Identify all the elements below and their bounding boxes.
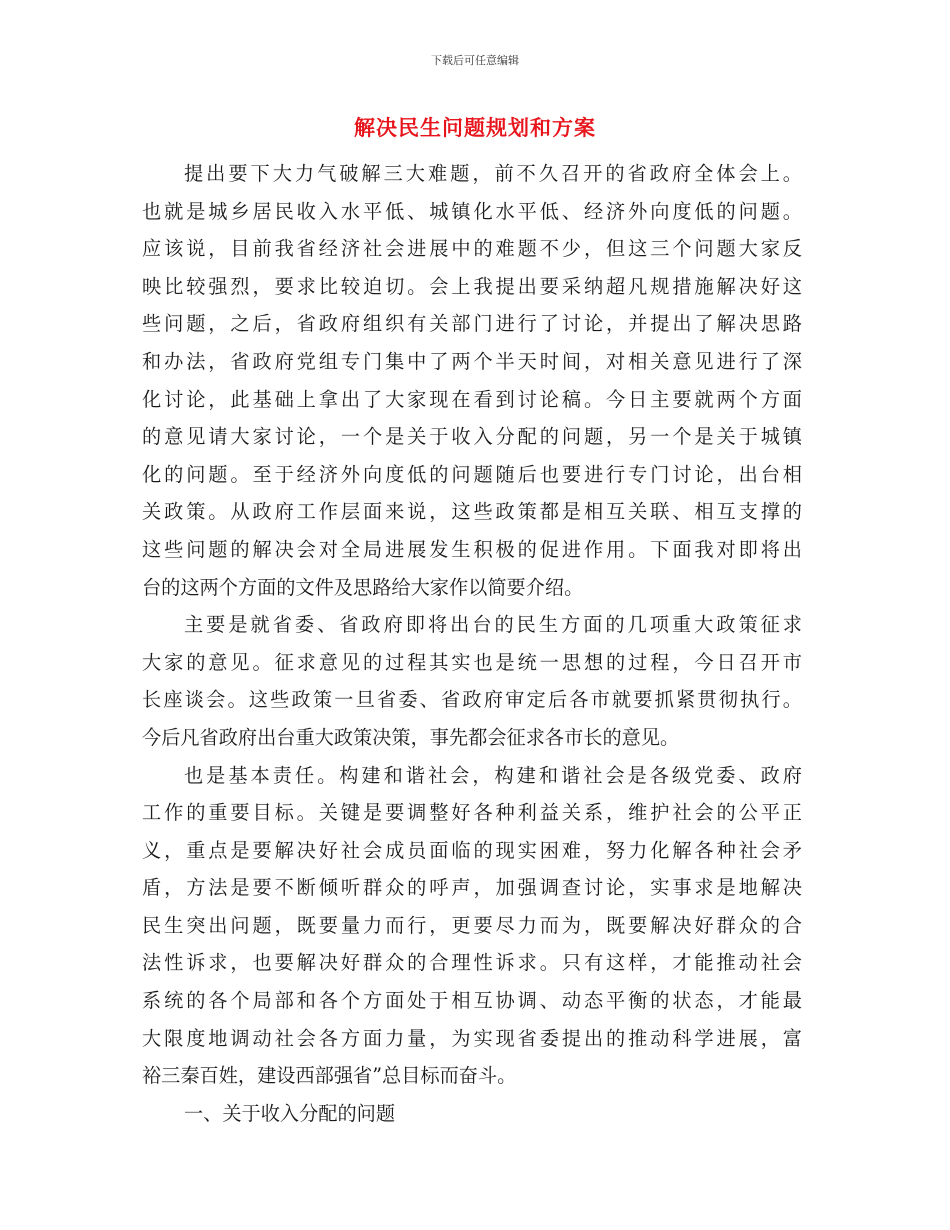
- page-header: 下载后可任意编辑: [431, 54, 519, 67]
- text-line: 化的问题。至于经济外向度低的问题随后也要进行专门讨论，出台相: [142, 462, 802, 486]
- text-line: 法性诉求，也要解决好群众的合理性诉求。只有这样，才能推动社会: [142, 951, 802, 975]
- text-line: 大家的意见。征求意见的过程其实也是统一思想的过程，今日召开市: [142, 650, 802, 674]
- text-line: 台的这两个方面的文件及思路给大家作以简要介绍。: [142, 575, 584, 599]
- text-line: 大限度地调动社会各方面力量，为实现省委提出的推动科学进展，富: [142, 1026, 802, 1050]
- text-line: 的意见请大家讨论，一个是关于收入分配的问题，另一个是关于城镇: [142, 425, 802, 449]
- text-line: 提出要下大力气破解三大难题，前不久召开的省政府全体会上。: [184, 162, 802, 185]
- text-line: 盾，方法是要不断倾听群众的呼声，加强调查讨论，实事求是地解决: [142, 876, 802, 900]
- text-line: 这些问题的解决会对全局进展发生积极的促进作用。下面我对即将出: [142, 537, 802, 561]
- document-body: [142, 155, 802, 1132]
- text-line: 映比较强烈，要求比较迫切。会上我提出要采纳超凡规措施解决好这: [142, 274, 802, 298]
- text-line: 民生突出问题，既要量力而行，更要尽力而为，既要解决好群众的合: [142, 913, 802, 937]
- text-line: 些问题，之后，省政府组织有关部门进行了讨论，并提出了解决思路: [142, 312, 802, 336]
- text-line: 工作的重要目标。关键是要调整好各种利益关系，维护社会的公平正: [142, 801, 802, 825]
- document-title: 解决民生问题规划和方案: [354, 115, 596, 140]
- text-line: 也就是城乡居民收入水平低、城镇化水平低、经济外向度低的问题。: [142, 199, 802, 223]
- text-line: 义，重点是要解决好社会成员面临的现实困难，努力化解各种社会矛: [142, 838, 802, 862]
- text-line: 化讨论，此基础上拿出了大家现在看到讨论稿。今日主要就两个方面: [142, 387, 802, 411]
- text-line: 长座谈会。这些政策一旦省委、省政府审定后各市就要抓紧贯彻执行。: [142, 688, 802, 712]
- text-line: 也是基本责任。构建和谐社会，构建和谐社会是各级党委、政府: [184, 763, 802, 787]
- text-line: 应该说，目前我省经济社会进展中的难题不少，但这三个问题大家反: [142, 237, 802, 261]
- text-line: 关政策。从政府工作层面来说，这些政策都是相互关联、相互支撑的: [142, 500, 802, 524]
- text-line: 和办法，省政府党组专门集中了两个半天时间，对相关意见进行了深: [142, 349, 802, 373]
- text-line: 今后凡省政府出台重大政策决策，事先都会征求各市长的意见。: [142, 725, 680, 749]
- text-line: 裕三秦百姓，建设西部强省”总目标而奋斗。: [142, 1064, 517, 1088]
- text-line: 主要是就省委、省政府即将出台的民生方面的几项重大政策征求: [184, 613, 802, 637]
- text-line: 系统的各个局部和各个方面处于相互协调、动态平衡的状态，才能最: [142, 989, 802, 1013]
- section-heading: 一、关于收入分配的问题: [184, 1101, 396, 1125]
